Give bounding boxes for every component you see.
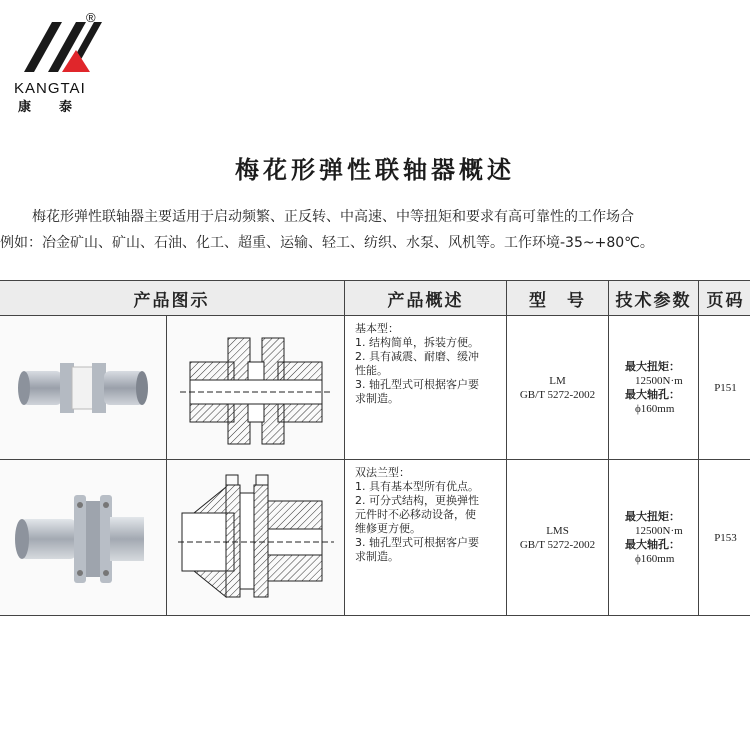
header-tech: 技术参数 [609, 281, 699, 316]
intro-line-2: 例如：冶金矿山、矿山、石油、化工、超重、运输、轻工、纺织、水泵、风机等。工作环境-35~+80℃。 [0, 235, 654, 251]
lm-model [507, 316, 609, 460]
lms-description [345, 460, 507, 616]
lms-coupling-photo-icon [8, 483, 158, 593]
lm-bore-label: 最大轴孔： [625, 387, 680, 401]
logo-brand-text: KANGTAI [14, 80, 86, 97]
lm-cross-section [167, 316, 345, 460]
lm-type-title: 基本型： [355, 322, 399, 335]
table-row [0, 460, 750, 616]
lms-torque-label: 最大扭矩： [625, 509, 680, 523]
lms-desc-line: 3. 轴孔型式可根据客户要 [355, 536, 479, 549]
table-row [0, 316, 750, 460]
table-header-row [0, 281, 750, 316]
lm-standard: GB/T 5272-2002 [519, 388, 596, 401]
lms-cross-section-drawing-icon [176, 473, 336, 603]
lms-desc-line: 1. 具有基本型所有优点。 [355, 480, 479, 493]
lm-model-name: LM [549, 374, 566, 387]
lm-desc-line: 3. 轴孔型式可根据客户要 [355, 378, 479, 391]
lms-page: P153 [699, 460, 750, 616]
lms-desc-line: 元件时不必移动设备，使 [355, 508, 476, 521]
lm-torque-value: 12500N·m [635, 374, 683, 387]
registered-mark: ® [86, 10, 96, 25]
lm-page: P151 [699, 316, 750, 460]
lm-photo [0, 316, 167, 460]
lms-tech [609, 460, 699, 616]
lm-desc-line: 性能。 [355, 364, 388, 377]
lm-tech [609, 316, 699, 460]
lm-coupling-photo-icon [8, 343, 158, 433]
lm-cross-section-drawing-icon [176, 328, 336, 448]
lms-model-name: LMS [546, 524, 569, 537]
page-title: 梅花形弹性联轴器概述 [235, 155, 515, 184]
lms-photo [0, 460, 167, 616]
lm-desc-line: 求制造。 [355, 392, 399, 405]
lm-bore-value: ϕ160mm [635, 402, 675, 415]
logo-chinese-text: 康泰 [18, 100, 101, 115]
lms-type-title: 双法兰型： [355, 466, 410, 479]
lm-desc-line: 2. 具有减震、耐磨、缓冲 [355, 350, 479, 363]
lm-description [345, 316, 507, 460]
lms-torque-value: 12500N·m [635, 524, 683, 537]
lms-desc-line: 维修更方便。 [355, 522, 421, 535]
lms-desc-line: 求制造。 [355, 550, 399, 563]
lms-cross-section [167, 460, 345, 616]
lms-bore-value: ϕ160mm [635, 552, 675, 565]
intro-line-1: 梅花形弹性联轴器主要适用于启动频繁、正反转、中高速、中等扭矩和要求有高可靠性的工作场合 [32, 209, 634, 225]
header-picture: 产品图示 [0, 281, 345, 316]
lm-torque-label: 最大扭矩： [625, 359, 680, 373]
spec-table [0, 280, 750, 616]
lms-bore-label: 最大轴孔： [625, 537, 680, 551]
header-page: 页码 [699, 281, 750, 316]
header-model: 型 号 [507, 281, 609, 316]
header-overview: 产品概述 [345, 281, 507, 316]
lms-standard: GB/T 5272-2002 [519, 538, 596, 551]
lms-model [507, 460, 609, 616]
lm-desc-line: 1. 结构简单，拆装方便。 [355, 336, 479, 349]
lms-desc-line: 2. 可分式结构，更换弹性 [355, 494, 479, 507]
